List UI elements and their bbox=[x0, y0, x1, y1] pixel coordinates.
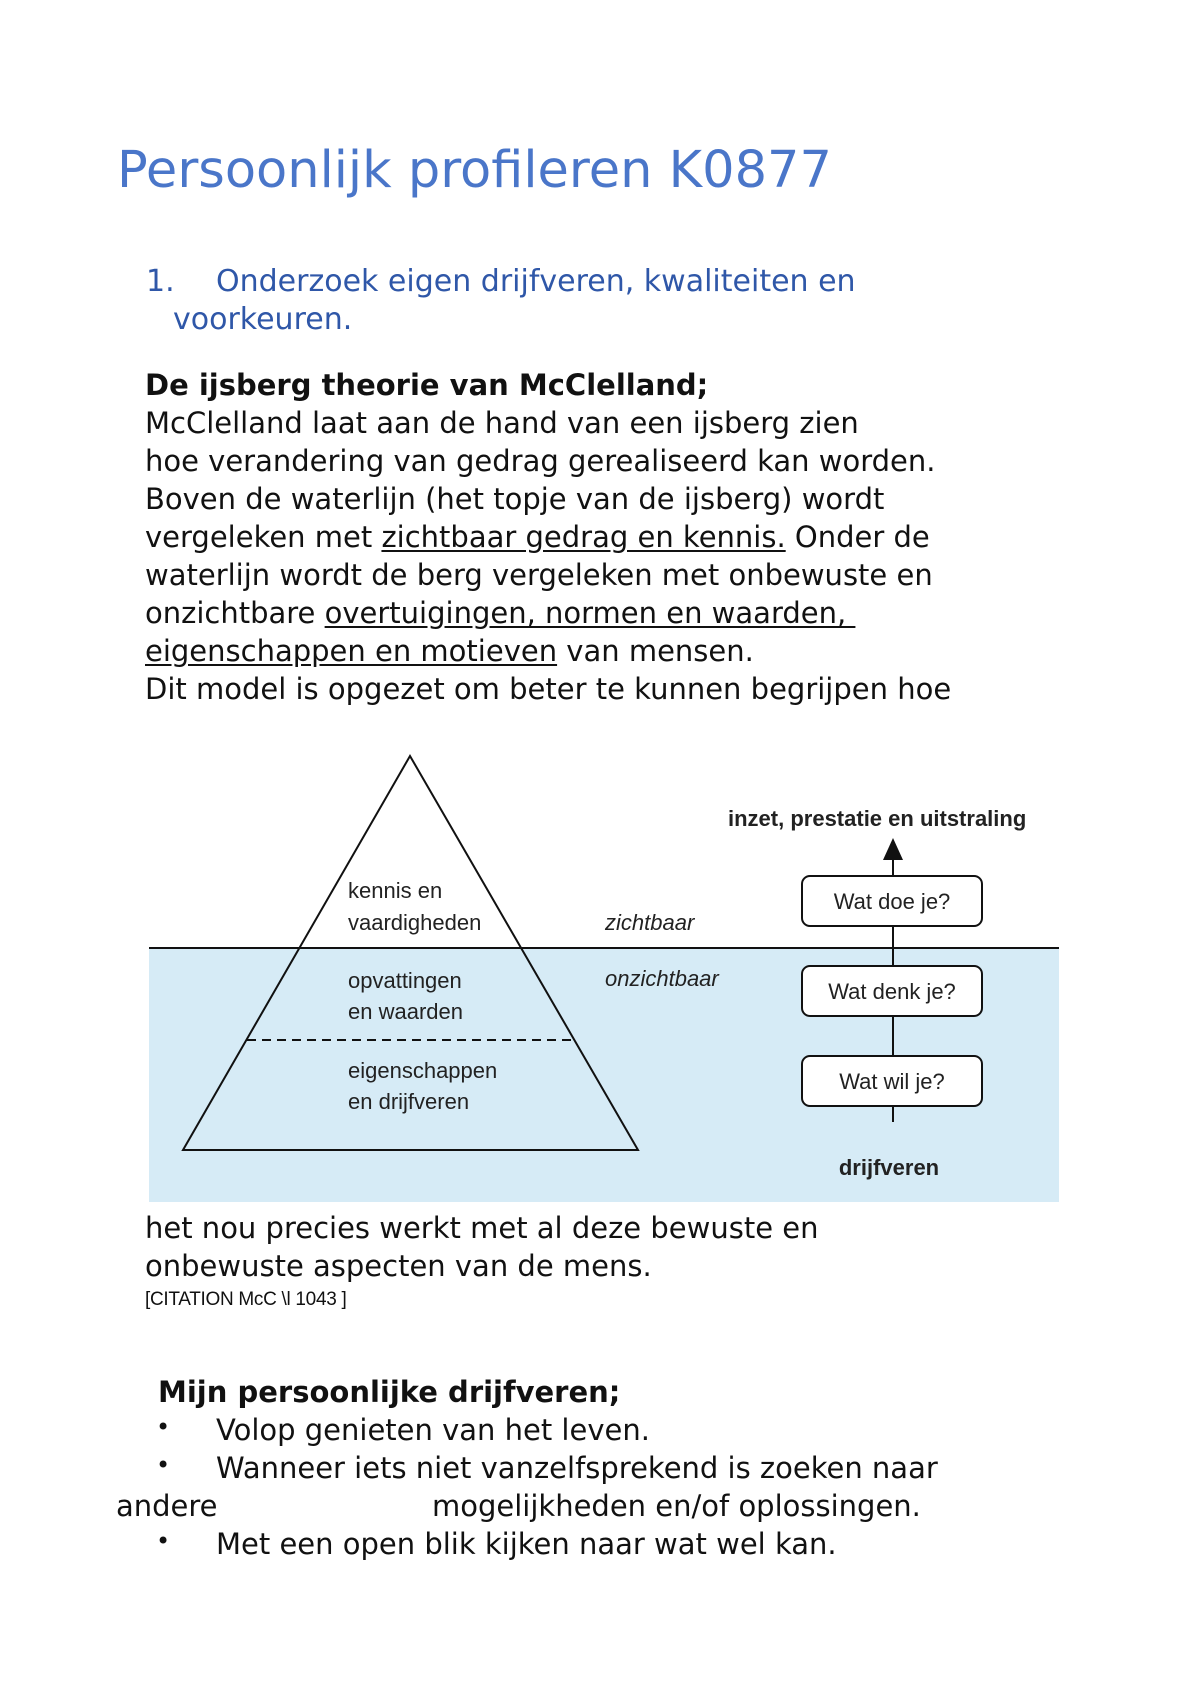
output-label: inzet, prestatie en uitstraling bbox=[728, 806, 1027, 831]
list-item: Volop genieten van het leven. bbox=[216, 1413, 650, 1447]
text-run: vergeleken met bbox=[145, 520, 382, 554]
bullet-icon: • bbox=[156, 1413, 171, 1441]
middle-label: opvattingen bbox=[348, 968, 462, 993]
paragraph-line: hoe verandering van gedrag gerealiseerd kan worden. bbox=[145, 444, 936, 478]
box-doing-label: Wat doe je? bbox=[833, 889, 951, 914]
top-label: vaardigheden bbox=[348, 910, 482, 935]
box-thinking-label: Wat denk je? bbox=[828, 979, 956, 1004]
list-item-continuation: mogelijkheden en/of oplossingen. bbox=[432, 1489, 921, 1523]
box-wanting-label: Wat wil je? bbox=[839, 1069, 945, 1094]
section-number: 1. bbox=[146, 264, 175, 299]
paragraph-line bbox=[145, 632, 754, 670]
section-heading-line2: voorkeuren. bbox=[173, 302, 353, 337]
citation-field: [CITATION McC \l 1043 ] bbox=[145, 1289, 347, 1310]
underlined-phrase: overtuigingen, normen en waarden, bbox=[324, 596, 856, 630]
paragraph-line: waterlijn wordt de berg vergeleken met onbewuste en bbox=[145, 558, 933, 592]
source-label: drijfveren bbox=[838, 1155, 940, 1180]
text-run: Onder de bbox=[785, 520, 930, 554]
bullet-icon: • bbox=[156, 1527, 171, 1555]
top-label: kennis en bbox=[348, 878, 443, 903]
list-item: Wanneer iets niet vanzelfsprekend is zoeken naar bbox=[216, 1451, 938, 1485]
underlined-phrase: zichtbaar gedrag en kennis. bbox=[381, 520, 786, 554]
list-item: Met een open blik kijken naar wat wel kan. bbox=[216, 1527, 837, 1561]
list-item-continuation: andere bbox=[116, 1489, 218, 1523]
iceberg-model-figure bbox=[145, 740, 1065, 1210]
text-run: van mensen. bbox=[557, 634, 754, 668]
paragraph-line bbox=[145, 518, 930, 556]
drivers-heading: Mijn persoonlijke drijfveren; bbox=[158, 1375, 621, 1409]
paragraph-line: onbewuste aspecten van de mens. bbox=[145, 1249, 652, 1283]
theory-heading: De ijsberg theorie van McClelland; bbox=[145, 368, 709, 402]
invisible-label: onzichtbaar bbox=[605, 966, 719, 991]
paragraph-line: Dit model is opgezet om beter te kunnen begrijpen hoe bbox=[145, 672, 952, 706]
middle-label: en waarden bbox=[348, 999, 463, 1024]
paragraph-line: Boven de waterlijn (het topje van de ijsberg) wordt bbox=[145, 482, 885, 516]
bottom-label: en drijfveren bbox=[348, 1089, 470, 1114]
bullet-icon: • bbox=[156, 1451, 171, 1479]
bottom-label: eigenschappen bbox=[348, 1058, 498, 1083]
paragraph-line: McClelland laat aan de hand van een ijsberg zien bbox=[145, 406, 859, 440]
arrow-head-icon bbox=[883, 838, 903, 860]
paragraph-line: het nou precies werkt met al deze bewuste en bbox=[145, 1211, 819, 1245]
visible-label: zichtbaar bbox=[605, 910, 695, 935]
page-title: Persoonlijk profileren K0877 bbox=[117, 141, 832, 200]
paragraph-line bbox=[145, 594, 855, 632]
text-run: onzichtbare bbox=[145, 596, 325, 630]
underlined-phrase: eigenschappen en motieven bbox=[145, 634, 558, 668]
section-heading-line1: Onderzoek eigen drijfveren, kwaliteiten en bbox=[216, 264, 856, 299]
